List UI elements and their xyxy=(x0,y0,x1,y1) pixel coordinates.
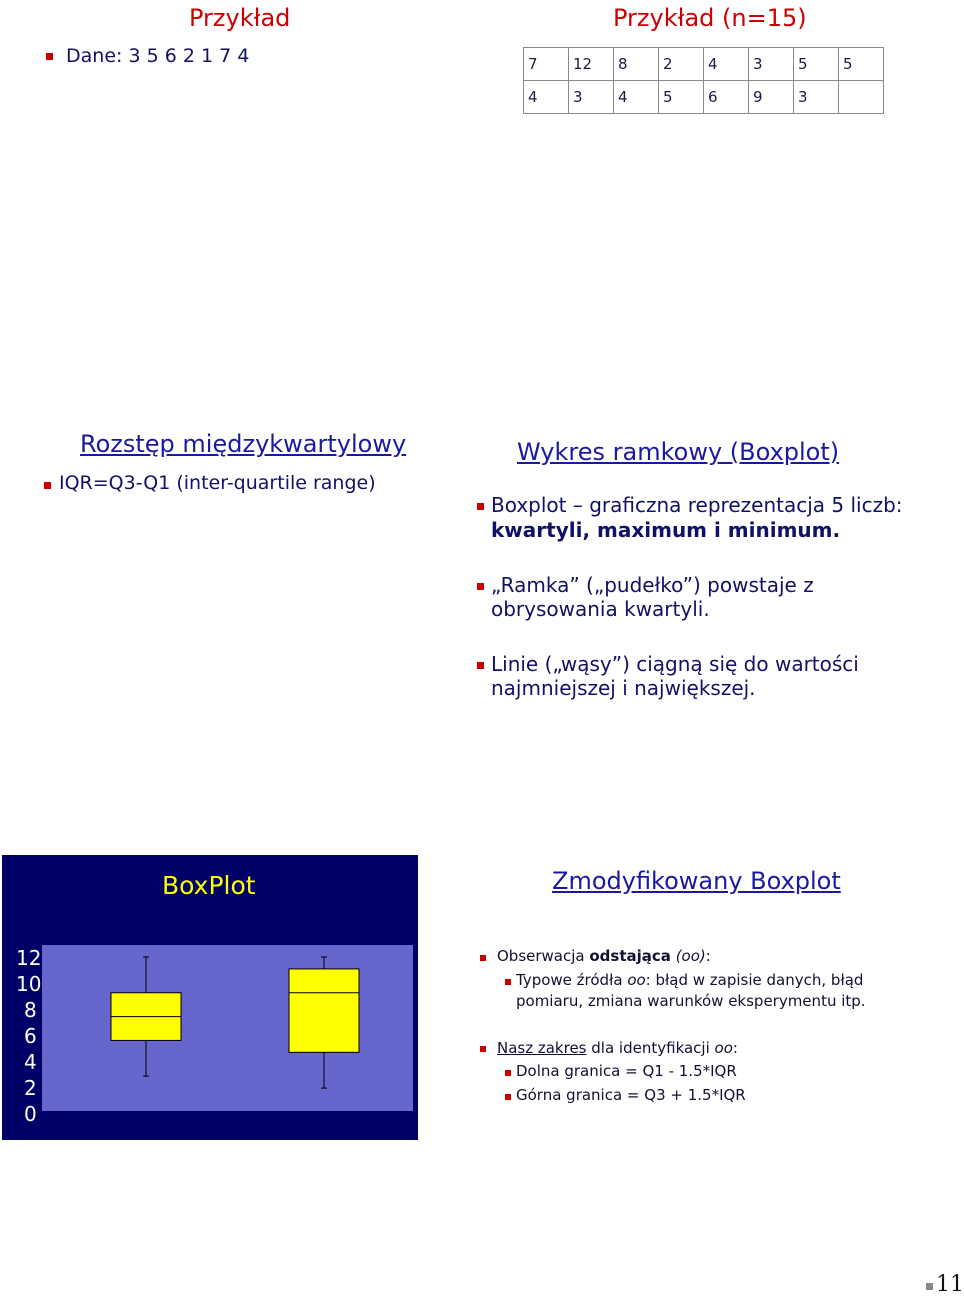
bullet-marker xyxy=(477,662,484,669)
bullet-marker xyxy=(477,583,484,590)
bullet-marker xyxy=(46,53,53,60)
slide4-bullet1-line1: Boxplot – graficzna reprezentacja 5 liczb: xyxy=(491,493,903,517)
bullet-marker xyxy=(480,1046,486,1052)
page-number-marker xyxy=(926,1283,933,1290)
table-cell: 4 xyxy=(704,48,749,81)
italic-text: oo xyxy=(714,1039,733,1057)
italic-text: (oo) xyxy=(670,947,706,965)
text-span: dla identyfikacji xyxy=(586,1039,715,1057)
bold-text: odstająca xyxy=(589,947,671,965)
text-span: : błąd w zapisie danych, błąd xyxy=(645,971,864,989)
slide1-title: Przykład xyxy=(189,4,291,32)
table-cell: 2 xyxy=(659,48,704,81)
bullet-marker xyxy=(44,482,51,489)
table-cell: 4 xyxy=(524,81,569,114)
slide2-title: Przykład (n=15) xyxy=(613,4,807,32)
table-cell: 7 xyxy=(524,48,569,81)
boxplot-title: BoxPlot xyxy=(162,871,256,900)
slide4-title: Wykres ramkowy (Boxplot) xyxy=(517,438,840,466)
table-cell: 3 xyxy=(749,48,794,81)
table-cell: 12 xyxy=(569,48,614,81)
bullet-marker xyxy=(477,503,484,510)
slide3-bullet: IQR=Q3-Q1 (inter-quartile range) xyxy=(59,472,376,494)
italic-text: oo xyxy=(627,971,646,989)
text-span: Obserwacja xyxy=(497,947,590,965)
slide1-bullet: Dane: 3 5 6 2 1 7 4 xyxy=(66,45,250,67)
box-rect xyxy=(289,969,359,1052)
table-cell: 6 xyxy=(704,81,749,114)
table-cell: 5 xyxy=(839,48,884,81)
table-row xyxy=(524,48,884,81)
slide4-bullet3-line2: najmniejszej i największej. xyxy=(491,676,756,700)
bullet-marker xyxy=(480,955,486,961)
page-number: 11 xyxy=(936,1272,964,1297)
y-tick-label: 4 xyxy=(24,1050,37,1074)
text-span: : xyxy=(732,1039,738,1057)
boxplot-slide xyxy=(2,855,418,1140)
slide6-bullet1 xyxy=(497,947,711,965)
y-tick-label: 12 xyxy=(16,946,42,970)
slide3-title: Rozstęp międzykwartylowy xyxy=(80,430,407,458)
underlined-text: Nasz zakres xyxy=(497,1039,587,1057)
table-cell: 5 xyxy=(659,81,704,114)
y-tick-label: 2 xyxy=(24,1076,37,1100)
table-cell: 4 xyxy=(614,81,659,114)
slide6-title: Zmodyfikowany Boxplot xyxy=(552,867,841,895)
y-tick-label: 8 xyxy=(24,998,37,1022)
slide4-bullet1-line2: kwartyli, maximum i minimum. xyxy=(491,518,841,542)
data-table xyxy=(523,47,884,114)
slide6-bullet2 xyxy=(497,1039,738,1057)
slide6-sub3: Górna granica = Q3 + 1.5*IQR xyxy=(516,1086,746,1104)
table-cell: 3 xyxy=(569,81,614,114)
slide6-sub1 xyxy=(516,971,863,989)
slide4-bullet3-line1: Linie („wąsy”) ciągną się do wartości xyxy=(491,652,859,676)
slide4-bullet2-line2: obrysowania kwartyli. xyxy=(491,597,710,621)
boxplot-chart xyxy=(42,945,413,1111)
bullet-marker xyxy=(505,1094,511,1100)
table-cell: 5 xyxy=(794,48,839,81)
text-span: : xyxy=(705,947,711,965)
y-tick-label: 0 xyxy=(24,1102,37,1126)
y-tick-label: 6 xyxy=(24,1024,37,1048)
table-cell: 3 xyxy=(794,81,839,114)
table-cell xyxy=(839,81,884,114)
y-tick-label: 10 xyxy=(16,972,42,996)
slide4-bullet2-line1: „Ramka” („pudełko”) powstaje z xyxy=(491,573,814,597)
bullet-marker xyxy=(505,1070,511,1076)
text-span: Typowe źródła xyxy=(516,971,628,989)
table-cell: 9 xyxy=(749,81,794,114)
slide6-sub2: Dolna granica = Q1 - 1.5*IQR xyxy=(516,1062,737,1080)
table-cell: 8 xyxy=(614,48,659,81)
table-row xyxy=(524,81,884,114)
bullet-marker xyxy=(505,979,511,985)
slide6-sub1-line2: pomiaru, zmiana warunków eksperymentu itp. xyxy=(516,992,866,1010)
